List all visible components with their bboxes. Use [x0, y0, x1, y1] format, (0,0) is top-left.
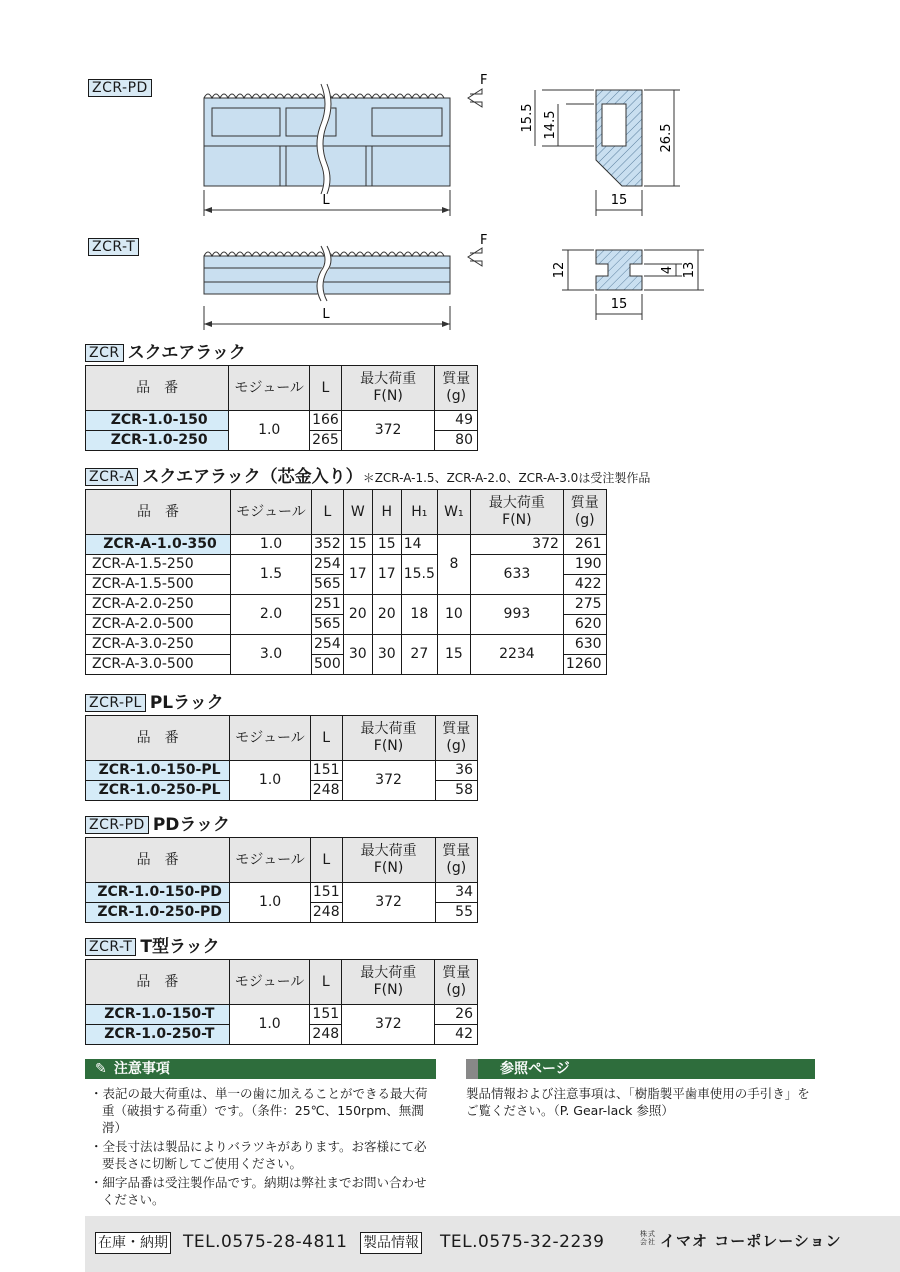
t-side-view	[204, 233, 487, 330]
svg-text:4: 4	[660, 265, 675, 275]
pd-cross-section	[520, 90, 680, 216]
svg-text:15.5: 15.5	[520, 103, 535, 133]
table-row: ZCR-A-1.5-250 1.5 254 17 17 15.5 633 190	[86, 555, 607, 575]
footer	[85, 1216, 900, 1272]
stock-label: 在庫・納期	[95, 1232, 171, 1254]
t-cross-section	[552, 250, 704, 320]
section-title-t: ZCR-T T型ラック	[85, 937, 220, 957]
table-row: ZCR-1.0-150-PD 1.0 151 372 34	[86, 883, 478, 903]
svg-text:15: 15	[610, 193, 628, 208]
drawing-tag-t: ZCR-T	[88, 238, 139, 256]
table-row: ZCR-A-1.0-350 1.0 352 15 15 14 8 372 261	[86, 535, 607, 555]
spec-table-pd: 品 番 モジュール L 最大荷重 F(N) 質量 (g) ZCR-1.0-150-PD 1.0 151 372 34 ZCR-1.0-250-PD 248 55	[85, 837, 478, 923]
header-module: モジュール	[229, 366, 310, 411]
spec-table-zcr	[85, 365, 478, 451]
reference-title: 参照ページ	[500, 1061, 570, 1077]
table-row: ZCR-1.0-250-PD 248 55	[86, 903, 478, 923]
caution-bar	[85, 1059, 436, 1079]
stock-tel: TEL.0575-28-4811	[183, 1232, 348, 1252]
header-part-number: 品 番	[86, 366, 229, 411]
section-title-zcr	[85, 343, 246, 363]
pd-side-view	[204, 73, 487, 216]
svg-text:12: 12	[552, 261, 567, 279]
svg-text:L: L	[322, 307, 330, 322]
table-row: ZCR-A-2.0-500 565 620	[86, 615, 607, 635]
svg-text:26.5: 26.5	[659, 123, 674, 153]
section-title-text: スクエアラック	[127, 343, 246, 363]
technical-drawing	[190, 70, 710, 340]
svg-text:L: L	[322, 193, 330, 208]
svg-text:14.5: 14.5	[543, 110, 558, 140]
drawing-tag-pd: ZCR-PD	[88, 79, 152, 97]
table-row: ZCR-A-3.0-250 3.0 254 30 30 27 15 2234 630	[86, 635, 607, 655]
caution-item: ・表記の最大荷重は、単一の歯に加えることができる最大荷重（破損する荷重）です。（条件：25℃、150rpm、無潤滑）	[90, 1086, 428, 1135]
header-mass: 質量 (g)	[435, 366, 478, 411]
svg-text:F: F	[480, 73, 488, 88]
section-title-pl: ZCR-PL PLラック	[85, 693, 224, 713]
section-title-pd: ZCR-PD PDラック	[85, 815, 230, 835]
header-length: L	[310, 366, 342, 411]
pencil-icon: ✎	[95, 1061, 107, 1077]
section-title-zcr-a: ZCR-A スクエアラック（芯金入り）＊ZCR-A-1.5、ZCR-A-2.0、ZCR-A-3.0は受注製作品	[85, 467, 650, 488]
section-tag: ZCR	[85, 344, 124, 362]
svg-text:F: F	[480, 233, 488, 248]
table-row: ZCR-1.0-250-T 248 42	[86, 1025, 478, 1045]
reference-text: 製品情報および注意事項は、「樹脂製平歯車使用の手引き」をご覧ください。（P. Gear-lack 参照）	[466, 1086, 810, 1118]
spec-table-t: 品 番 モジュール L 最大荷重 F(N) 質量 (g) ZCR-1.0-150-T 1.0 151 372 26 ZCR-1.0-250-T 248 42	[85, 959, 478, 1045]
table-row: ZCR-A-2.0-250 2.0 251 20 20 18 10 993 275	[86, 595, 607, 615]
caution-item: ・全長寸法は製品によりバラツキがあります。お客様にて必要長さに切断してご使用ください。	[90, 1139, 427, 1171]
svg-text:15: 15	[610, 297, 628, 312]
table-row: ZCR-1.0-150-T 1.0 151 372 26	[86, 1005, 478, 1025]
header-max-load: 最大荷重 F(N)	[341, 366, 435, 411]
table-row: ZCR-1.0-250 265 80	[86, 431, 478, 451]
spec-table-pl: 品 番 モジュール L 最大荷重 F(N) 質量 (g) ZCR-1.0-150-PL 1.0 151 372 36 ZCR-1.0-250-PL 248 58	[85, 715, 478, 801]
table-row: ZCR-A-3.0-500 500 1260	[86, 655, 607, 675]
made-to-order-note: ＊ZCR-A-1.5、ZCR-A-2.0、ZCR-A-3.0は受注製作品	[362, 471, 651, 485]
svg-text:13: 13	[682, 261, 697, 279]
info-label: 製品情報	[360, 1232, 422, 1254]
reference-bar	[466, 1059, 815, 1079]
table-row: ZCR-1.0-150-PL 1.0 151 372 36	[86, 761, 478, 781]
caution-item: ・細字品番は受注製作品です。納期は弊社までお問い合わせください。	[90, 1175, 427, 1207]
table-row: ZCR-A-1.5-500 565 422	[86, 575, 607, 595]
table-row: ZCR-1.0-250-PL 248 58	[86, 781, 478, 801]
company-logo: 株式会社 イマオ コーポレーション	[640, 1230, 842, 1250]
spec-table-zcr-a: 品 番 モジュール L W H H₁ W₁ 最大荷重 F(N) 質量 (g) ZCR-A-1.0-350 1.0 352 15 15 14 8 372 261 ZCR-A-1.5-250 1.5 254 17 17 15.5 633 190 ZCR-A-1.5-500 565 422 ZCR-A-2.0-250 2.0 251 20 20 18 10 993 275 ZCR-A-2.0-500 565 620 ZCR-A-3.0-250 3.0 254 30 30 27 15 2234 630 ZCR-A-3.0-500 500 1260	[85, 489, 607, 675]
info-tel: TEL.0575-32-2239	[440, 1232, 605, 1252]
table-row: ZCR-1.0-150 1.0 166 372 49	[86, 411, 478, 431]
caution-title: 注意事項	[113, 1061, 170, 1077]
caution-notes	[90, 1085, 436, 1210]
